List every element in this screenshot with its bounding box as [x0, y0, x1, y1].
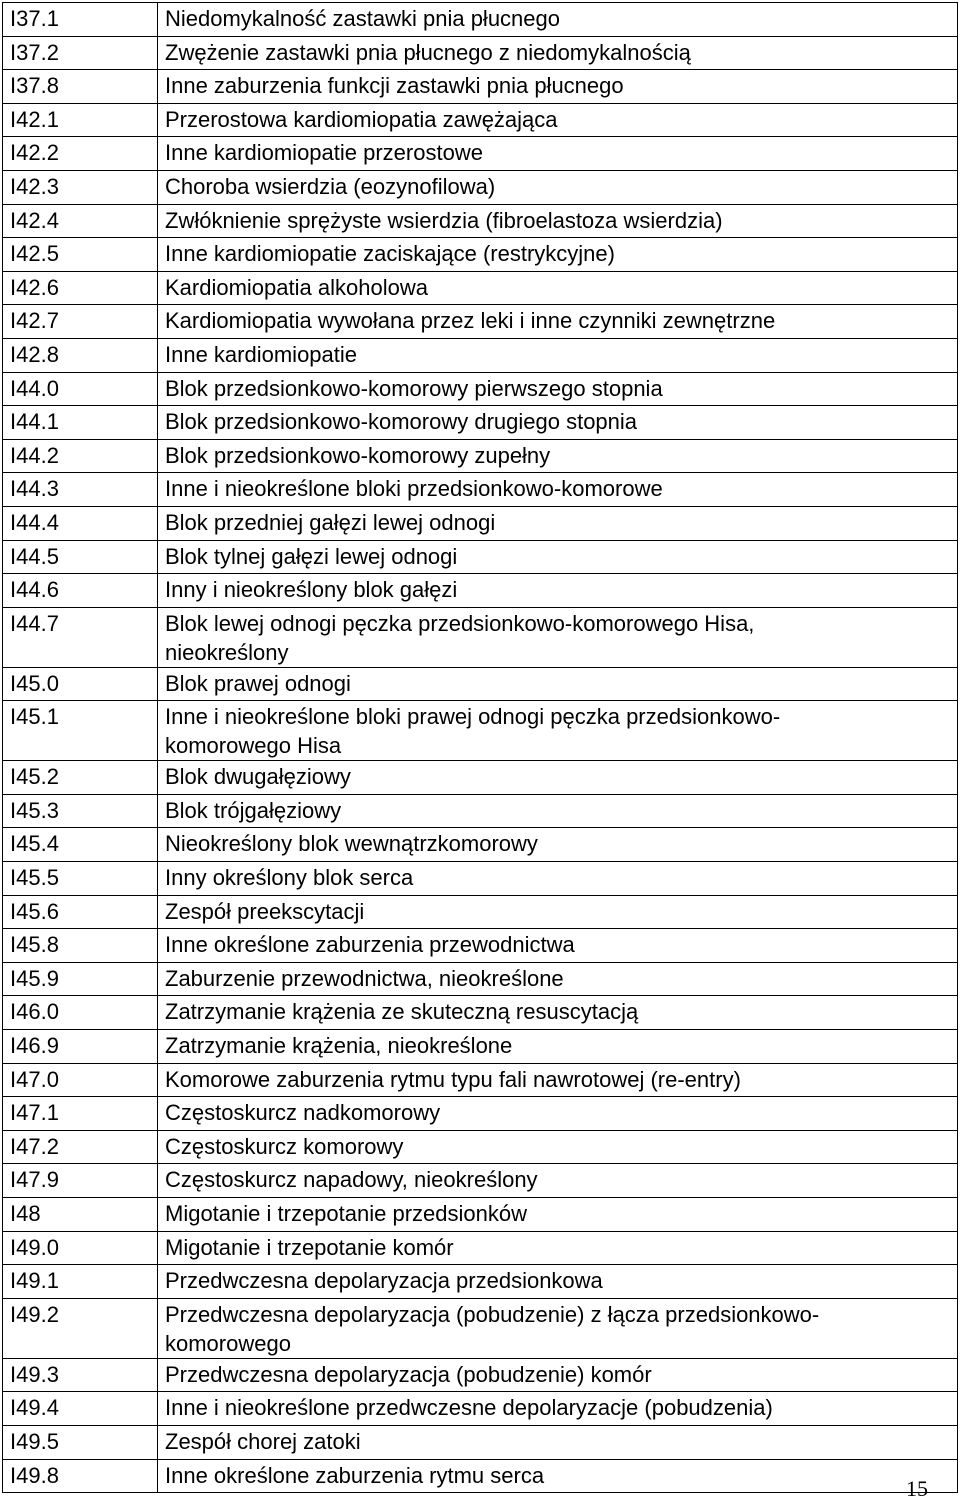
description-cell: Blok przedsionkowo-komorowy zupełny: [158, 439, 958, 473]
code-cell: I44.3: [3, 473, 158, 507]
table-row: [3, 271, 958, 305]
code-cell: I44.2: [3, 439, 158, 473]
code-cell: I44.7: [3, 607, 158, 667]
table-row: [3, 701, 958, 761]
table-row: [3, 1198, 958, 1232]
description-cell: Blok przedsionkowo-komorowy pierwszego stopnia: [158, 372, 958, 406]
icd-code-table: [2, 2, 958, 1493]
table-row: [3, 1130, 958, 1164]
table-row: [3, 305, 958, 339]
code-cell: I45.6: [3, 895, 158, 929]
code-cell: I42.4: [3, 204, 158, 238]
table-row: [3, 962, 958, 996]
code-cell: I47.1: [3, 1097, 158, 1131]
table-row: [3, 895, 958, 929]
table-row: [3, 761, 958, 795]
description-cell: Przedwczesna depolaryzacja przedsionkowa: [158, 1265, 958, 1299]
code-cell: I49.3: [3, 1358, 158, 1392]
table-row: [3, 862, 958, 896]
code-cell: I44.4: [3, 506, 158, 540]
table-row: [3, 170, 958, 204]
code-cell: I45.9: [3, 962, 158, 996]
table-row: [3, 794, 958, 828]
description-cell: Inne i nieokreślone bloki prawej odnogi pęczka przedsionkowo-komorowego Hisa: [158, 701, 958, 761]
table-row: [3, 1030, 958, 1064]
description-cell: Zwężenie zastawki pnia płucnego z niedomykalnością: [158, 36, 958, 70]
description-cell: Blok przedsionkowo-komorowy drugiego stopnia: [158, 406, 958, 440]
code-cell: I44.1: [3, 406, 158, 440]
description-cell: Nieokreślony blok wewnątrzkomorowy: [158, 828, 958, 862]
code-cell: I42.2: [3, 137, 158, 171]
description-cell: Zwłóknienie sprężyste wsierdzia (fibroelastoza wsierdzia): [158, 204, 958, 238]
table-row: [3, 996, 958, 1030]
table-row: [3, 1231, 958, 1265]
description-cell: Częstoskurcz nadkomorowy: [158, 1097, 958, 1131]
table-row: [3, 406, 958, 440]
description-cell: Inne i nieokreślone przedwczesne depolaryzacje (pobudzenia): [158, 1392, 958, 1426]
table-row: [3, 540, 958, 574]
description-cell: Inne zaburzenia funkcji zastawki pnia płucnego: [158, 70, 958, 104]
table-row: [3, 506, 958, 540]
table-row: [3, 473, 958, 507]
table-row: [3, 439, 958, 473]
table-row: [3, 338, 958, 372]
description-cell: Zespół preekscytacji: [158, 895, 958, 929]
code-cell: I44.0: [3, 372, 158, 406]
code-cell: I45.8: [3, 929, 158, 963]
description-cell: Częstoskurcz napadowy, nieokreślony: [158, 1164, 958, 1198]
description-cell: Zaburzenie przewodnictwa, nieokreślone: [158, 962, 958, 996]
code-cell: I42.7: [3, 305, 158, 339]
code-cell: I42.6: [3, 271, 158, 305]
code-table-body: [3, 3, 958, 1493]
table-row: [3, 1298, 958, 1358]
code-cell: I37.8: [3, 70, 158, 104]
table-row: [3, 1459, 958, 1493]
table-row: [3, 828, 958, 862]
description-cell: Zatrzymanie krążenia ze skuteczną resuscytacją: [158, 996, 958, 1030]
table-row: [3, 1425, 958, 1459]
description-cell: Blok dwugałęziowy: [158, 761, 958, 795]
table-row: [3, 929, 958, 963]
code-cell: I49.5: [3, 1425, 158, 1459]
description-cell: Kardiomiopatia wywołana przez leki i inne czynniki zewnętrzne: [158, 305, 958, 339]
table-row: [3, 137, 958, 171]
description-cell: Inne i nieokreślone bloki przedsionkowo-komorowe: [158, 473, 958, 507]
table-row: [3, 204, 958, 238]
description-cell: Blok prawej odnogi: [158, 667, 958, 701]
code-cell: I37.2: [3, 36, 158, 70]
description-cell: Inny określony blok serca: [158, 862, 958, 896]
table-row: [3, 1358, 958, 1392]
code-cell: I48: [3, 1198, 158, 1232]
code-cell: I46.0: [3, 996, 158, 1030]
code-cell: I45.4: [3, 828, 158, 862]
table-row: [3, 574, 958, 608]
code-cell: I42.8: [3, 338, 158, 372]
code-cell: I49.1: [3, 1265, 158, 1299]
description-cell: Inny i nieokreślony blok gałęzi: [158, 574, 958, 608]
code-cell: I37.1: [3, 3, 158, 37]
code-cell: I45.1: [3, 701, 158, 761]
code-cell: I49.4: [3, 1392, 158, 1426]
description-cell: Migotanie i trzepotanie przedsionków: [158, 1198, 958, 1232]
description-cell: Blok tylnej gałęzi lewej odnogi: [158, 540, 958, 574]
description-cell: Zespół chorej zatoki: [158, 1425, 958, 1459]
code-cell: I46.9: [3, 1030, 158, 1064]
table-row: [3, 1097, 958, 1131]
description-cell: Inne określone zaburzenia rytmu serca: [158, 1459, 958, 1493]
description-cell: Częstoskurcz komorowy: [158, 1130, 958, 1164]
table-row: [3, 103, 958, 137]
description-cell: Kardiomiopatia alkoholowa: [158, 271, 958, 305]
code-cell: I42.5: [3, 238, 158, 272]
code-cell: I49.8: [3, 1459, 158, 1493]
description-cell: Inne kardiomiopatie zaciskające (restrykcyjne): [158, 238, 958, 272]
code-cell: I42.3: [3, 170, 158, 204]
code-cell: I47.2: [3, 1130, 158, 1164]
description-cell: Komorowe zaburzenia rytmu typu fali nawrotowej (re-entry): [158, 1063, 958, 1097]
description-cell: Blok lewej odnogi pęczka przedsionkowo-komorowego Hisa, nieokreślony: [158, 607, 958, 667]
table-row: [3, 1265, 958, 1299]
description-cell: Blok przedniej gałęzi lewej odnogi: [158, 506, 958, 540]
description-cell: Przedwczesna depolaryzacja (pobudzenie) z łącza przedsionkowo-komorowego: [158, 1298, 958, 1358]
table-row: [3, 372, 958, 406]
code-cell: I42.1: [3, 103, 158, 137]
table-row: [3, 36, 958, 70]
table-row: [3, 1063, 958, 1097]
code-cell: I44.6: [3, 574, 158, 608]
table-row: [3, 1164, 958, 1198]
code-cell: I49.2: [3, 1298, 158, 1358]
table-row: [3, 70, 958, 104]
code-cell: I47.9: [3, 1164, 158, 1198]
description-cell: Choroba wsierdzia (eozynofilowa): [158, 170, 958, 204]
description-cell: Inne kardiomiopatie przerostowe: [158, 137, 958, 171]
description-cell: Przerostowa kardiomiopatia zawężająca: [158, 103, 958, 137]
code-cell: I44.5: [3, 540, 158, 574]
description-cell: Migotanie i trzepotanie komór: [158, 1231, 958, 1265]
description-cell: Przedwczesna depolaryzacja (pobudzenie) komór: [158, 1358, 958, 1392]
description-cell: Blok trójgałęziowy: [158, 794, 958, 828]
code-cell: I47.0: [3, 1063, 158, 1097]
description-cell: Zatrzymanie krążenia, nieokreślone: [158, 1030, 958, 1064]
code-cell: I45.0: [3, 667, 158, 701]
table-row: [3, 607, 958, 667]
table-row: [3, 1392, 958, 1426]
description-cell: Inne kardiomiopatie: [158, 338, 958, 372]
code-cell: I45.3: [3, 794, 158, 828]
code-cell: I49.0: [3, 1231, 158, 1265]
page-number: 15: [906, 1476, 928, 1501]
table-row: [3, 238, 958, 272]
table-row: [3, 667, 958, 701]
code-cell: I45.5: [3, 862, 158, 896]
description-cell: Inne określone zaburzenia przewodnictwa: [158, 929, 958, 963]
table-row: [3, 3, 958, 37]
code-cell: I45.2: [3, 761, 158, 795]
description-cell: Niedomykalność zastawki pnia płucnego: [158, 3, 958, 37]
